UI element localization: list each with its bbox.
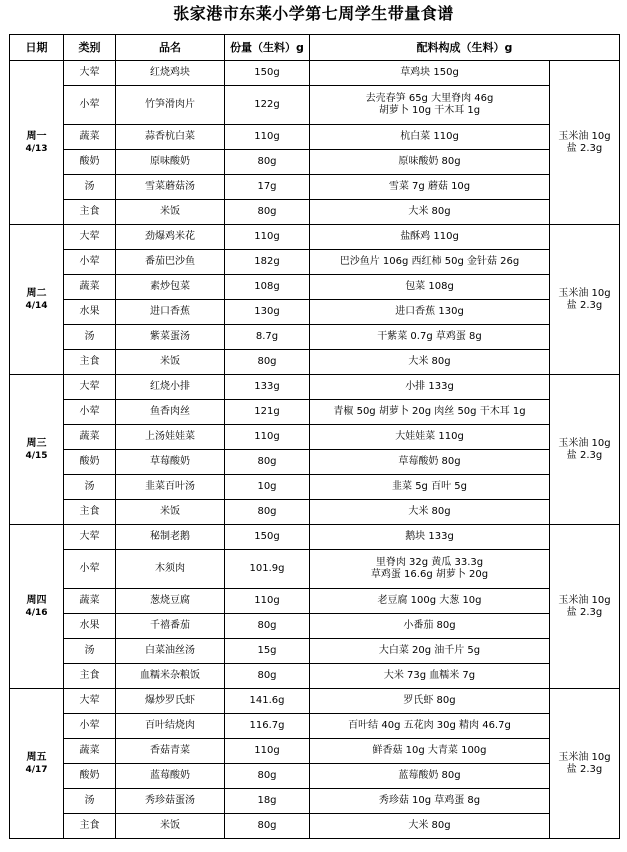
category-cell: 酸奶 xyxy=(64,150,116,175)
dish-name-cell: 鱼香肉丝 xyxy=(116,400,225,425)
table-row xyxy=(10,739,620,764)
category-cell: 小荤 xyxy=(64,550,116,589)
portion-cell: 130g xyxy=(225,300,310,325)
ingredient-line: 秀珍菇 10g 草鸡蛋 8g xyxy=(378,795,481,806)
dish-name-cell: 原味酸奶 xyxy=(116,150,225,175)
day-cell xyxy=(10,689,64,839)
ingredient-line: 草鸡块 150g xyxy=(400,67,459,78)
ingredients-cell xyxy=(310,689,550,714)
portion-cell: 80g xyxy=(225,150,310,175)
ingredient-line: 百叶结 40g 五花肉 30g 精肉 46.7g xyxy=(348,720,511,731)
ingredient-line: 罗氏虾 80g xyxy=(403,695,456,706)
dish-name-cell: 米饭 xyxy=(116,200,225,225)
day-cell xyxy=(10,525,64,689)
ingredients-cell xyxy=(310,664,550,689)
portion-cell: 108g xyxy=(225,275,310,300)
ingredients-cell xyxy=(310,450,550,475)
dish-name-cell: 素炒包菜 xyxy=(116,275,225,300)
table-row xyxy=(10,225,620,250)
ingredients-cell xyxy=(310,789,550,814)
dish-name-cell: 番茄巴沙鱼 xyxy=(116,250,225,275)
portion-cell: 18g xyxy=(225,789,310,814)
category-cell: 大荤 xyxy=(64,689,116,714)
seasoning-line: 玉米油 10g xyxy=(558,130,611,142)
category-cell: 小荤 xyxy=(64,714,116,739)
table-row xyxy=(10,350,620,375)
category-cell: 大荤 xyxy=(64,225,116,250)
ingredients-cell xyxy=(310,525,550,550)
seasoning-line: 玉米油 10g xyxy=(558,751,611,763)
portion-cell: 110g xyxy=(225,425,310,450)
dish-name-cell: 红烧小排 xyxy=(116,375,225,400)
day-date: 4/16 xyxy=(25,607,48,618)
dish-name-cell: 秘制老鹅 xyxy=(116,525,225,550)
portion-cell: 80g xyxy=(225,350,310,375)
category-cell: 酸奶 xyxy=(64,450,116,475)
table-row xyxy=(10,125,620,150)
ingredients-cell xyxy=(310,739,550,764)
dish-name-cell: 葱烧豆腐 xyxy=(116,589,225,614)
table-row xyxy=(10,500,620,525)
dish-name-cell: 紫菜蛋汤 xyxy=(116,325,225,350)
ingredient-line: 巴沙鱼片 106g 西红柿 50g 金针菇 26g xyxy=(339,256,520,267)
ingredients-cell xyxy=(310,589,550,614)
day-date: 4/15 xyxy=(25,450,48,461)
ingredients-cell xyxy=(310,250,550,275)
portion-cell: 150g xyxy=(225,61,310,86)
day-cell xyxy=(10,225,64,375)
category-cell: 汤 xyxy=(64,639,116,664)
ingredient-line: 小番茄 80g xyxy=(403,620,456,631)
table-row xyxy=(10,200,620,225)
day-name: 周四 xyxy=(26,594,47,606)
ingredients-cell xyxy=(310,550,550,589)
seasoning-cell xyxy=(550,525,620,689)
day-name: 周五 xyxy=(26,751,47,763)
ingredient-line: 胡萝卜 10g 干木耳 1g xyxy=(378,105,481,116)
category-cell: 蔬菜 xyxy=(64,425,116,450)
dish-name-cell: 爆炒罗氏虾 xyxy=(116,689,225,714)
ingredients-cell xyxy=(310,325,550,350)
ingredient-line: 雪菜 7g 蘑菇 10g xyxy=(388,181,471,192)
day-cell xyxy=(10,375,64,525)
ingredients-cell xyxy=(310,225,550,250)
ingredient-line: 盐酥鸡 110g xyxy=(400,231,459,242)
dish-name-cell: 雪菜蘑菇汤 xyxy=(116,175,225,200)
portion-cell: 141.6g xyxy=(225,689,310,714)
table-row xyxy=(10,450,620,475)
table-row xyxy=(10,275,620,300)
ingredient-line: 老豆腐 100g 大葱 10g xyxy=(377,595,482,606)
ingredients-cell xyxy=(310,86,550,125)
portion-cell: 182g xyxy=(225,250,310,275)
header-date: 日期 xyxy=(10,35,64,61)
table-row xyxy=(10,300,620,325)
table-row xyxy=(10,664,620,689)
category-cell: 水果 xyxy=(64,614,116,639)
category-cell: 主食 xyxy=(64,500,116,525)
table-row xyxy=(10,425,620,450)
table-row xyxy=(10,550,620,589)
portion-cell: 110g xyxy=(225,125,310,150)
table-row xyxy=(10,175,620,200)
seasoning-line: 玉米油 10g xyxy=(558,594,611,606)
table-row xyxy=(10,375,620,400)
dish-name-cell: 血糯米杂粮饭 xyxy=(116,664,225,689)
ingredients-cell xyxy=(310,175,550,200)
ingredient-line: 草莓酸奶 80g xyxy=(398,456,461,467)
table-row xyxy=(10,639,620,664)
seasoning-cell xyxy=(550,375,620,525)
ingredients-cell xyxy=(310,375,550,400)
table-row xyxy=(10,589,620,614)
ingredients-cell xyxy=(310,125,550,150)
ingredient-line: 大米 80g xyxy=(408,356,451,367)
ingredient-line: 青椒 50g 胡萝卜 20g 肉丝 50g 干木耳 1g xyxy=(333,406,526,417)
portion-cell: 80g xyxy=(225,664,310,689)
ingredients-cell xyxy=(310,300,550,325)
header-category: 类别 xyxy=(64,35,116,61)
day-date: 4/13 xyxy=(25,143,48,154)
dish-name-cell: 蒜香杭白菜 xyxy=(116,125,225,150)
day-cell xyxy=(10,61,64,225)
table-row xyxy=(10,400,620,425)
category-cell: 汤 xyxy=(64,475,116,500)
dish-name-cell: 米饭 xyxy=(116,814,225,839)
dish-name-cell: 米饭 xyxy=(116,500,225,525)
ingredients-cell xyxy=(310,425,550,450)
category-cell: 蔬菜 xyxy=(64,589,116,614)
portion-cell: 80g xyxy=(225,614,310,639)
category-cell: 大荤 xyxy=(64,61,116,86)
table-row xyxy=(10,525,620,550)
menu-body xyxy=(10,61,620,839)
dish-name-cell: 上汤娃娃菜 xyxy=(116,425,225,450)
portion-cell: 116.7g xyxy=(225,714,310,739)
category-cell: 水果 xyxy=(64,300,116,325)
portion-cell: 150g xyxy=(225,525,310,550)
table-row xyxy=(10,250,620,275)
dish-name-cell: 百叶结烧肉 xyxy=(116,714,225,739)
ingredient-line: 包菜 108g xyxy=(405,281,454,292)
portion-cell: 80g xyxy=(225,450,310,475)
table-row xyxy=(10,764,620,789)
seasoning-line: 盐 2.3g xyxy=(566,606,603,618)
dish-name-cell: 白菜油丝汤 xyxy=(116,639,225,664)
portion-cell: 80g xyxy=(225,764,310,789)
dish-name-cell: 红烧鸡块 xyxy=(116,61,225,86)
category-cell: 主食 xyxy=(64,350,116,375)
dish-name-cell: 韭菜百叶汤 xyxy=(116,475,225,500)
ingredients-cell xyxy=(310,764,550,789)
ingredient-line: 原味酸奶 80g xyxy=(398,156,461,167)
ingredient-line: 大白菜 20g 油千片 5g xyxy=(378,645,481,656)
ingredient-line: 韭菜 5g 百叶 5g xyxy=(392,481,467,492)
portion-cell: 80g xyxy=(225,200,310,225)
seasoning-line: 玉米油 10g xyxy=(558,287,611,299)
category-cell: 小荤 xyxy=(64,86,116,125)
ingredient-line: 小排 133g xyxy=(405,381,454,392)
ingredient-line: 去壳春笋 65g 大里脊肉 46g xyxy=(365,93,494,104)
ingredient-line: 大米 80g xyxy=(408,206,451,217)
dish-name-cell: 蓝莓酸奶 xyxy=(116,764,225,789)
ingredient-line: 大米 73g 血糯米 7g xyxy=(383,670,476,681)
ingredient-line: 杭白菜 110g xyxy=(400,131,459,142)
portion-cell: 15g xyxy=(225,639,310,664)
category-cell: 主食 xyxy=(64,664,116,689)
day-date: 4/14 xyxy=(25,300,48,311)
seasoning-cell xyxy=(550,225,620,375)
table-row xyxy=(10,689,620,714)
portion-cell: 122g xyxy=(225,86,310,125)
header-ingredients: 配料构成（生料）g xyxy=(310,35,620,61)
seasoning-line: 玉米油 10g xyxy=(558,437,611,449)
day-name: 周一 xyxy=(26,130,47,142)
seasoning-cell xyxy=(550,61,620,225)
category-cell: 汤 xyxy=(64,789,116,814)
category-cell: 小荤 xyxy=(64,250,116,275)
dish-name-cell: 劲爆鸡米花 xyxy=(116,225,225,250)
category-cell: 大荤 xyxy=(64,375,116,400)
header-name: 品名 xyxy=(116,35,225,61)
ingredients-cell xyxy=(310,475,550,500)
portion-cell: 133g xyxy=(225,375,310,400)
portion-cell: 10g xyxy=(225,475,310,500)
ingredients-cell xyxy=(310,200,550,225)
ingredients-cell xyxy=(310,814,550,839)
ingredient-line: 里脊肉 32g 黄瓜 33.3g xyxy=(375,557,484,568)
ingredients-cell xyxy=(310,350,550,375)
ingredient-line: 大米 80g xyxy=(408,820,451,831)
day-name: 周二 xyxy=(26,287,47,299)
page-title: 张家港市东莱小学第七周学生带量食谱 xyxy=(173,4,454,23)
table-row xyxy=(10,61,620,86)
ingredient-line: 大米 80g xyxy=(408,506,451,517)
category-cell: 蔬菜 xyxy=(64,125,116,150)
seasoning-line: 盐 2.3g xyxy=(566,299,603,311)
seasoning-line: 盐 2.3g xyxy=(566,449,603,461)
ingredient-line: 鹅块 133g xyxy=(405,531,454,542)
table-row xyxy=(10,150,620,175)
category-cell: 酸奶 xyxy=(64,764,116,789)
category-cell: 主食 xyxy=(64,814,116,839)
category-cell: 汤 xyxy=(64,325,116,350)
category-cell: 主食 xyxy=(64,200,116,225)
portion-cell: 80g xyxy=(225,814,310,839)
ingredients-cell xyxy=(310,639,550,664)
portion-cell: 101.9g xyxy=(225,550,310,589)
dish-name-cell: 进口香蕉 xyxy=(116,300,225,325)
menu-table xyxy=(9,34,620,839)
ingredient-line: 鲜香菇 10g 大青菜 100g xyxy=(372,745,487,756)
dish-name-cell: 秀珍菇蛋汤 xyxy=(116,789,225,814)
table-row xyxy=(10,714,620,739)
dish-name-cell: 草莓酸奶 xyxy=(116,450,225,475)
table-row xyxy=(10,475,620,500)
dish-name-cell: 香菇青菜 xyxy=(116,739,225,764)
day-name: 周三 xyxy=(26,437,47,449)
ingredient-line: 蓝莓酸奶 80g xyxy=(398,770,461,781)
category-cell: 大荤 xyxy=(64,525,116,550)
dish-name-cell: 米饭 xyxy=(116,350,225,375)
ingredients-cell xyxy=(310,500,550,525)
header-portion: 份量（生料）g xyxy=(225,35,310,61)
ingredients-cell xyxy=(310,400,550,425)
dish-name-cell: 千禧番茄 xyxy=(116,614,225,639)
seasoning-line: 盐 2.3g xyxy=(566,763,603,775)
category-cell: 小荤 xyxy=(64,400,116,425)
seasoning-line: 盐 2.3g xyxy=(566,142,603,154)
ingredients-cell xyxy=(310,150,550,175)
table-row xyxy=(10,614,620,639)
ingredients-cell xyxy=(310,61,550,86)
portion-cell: 80g xyxy=(225,500,310,525)
portion-cell: 110g xyxy=(225,225,310,250)
category-cell: 蔬菜 xyxy=(64,275,116,300)
table-row xyxy=(10,814,620,839)
table-header-row xyxy=(10,35,620,61)
ingredients-cell xyxy=(310,275,550,300)
category-cell: 汤 xyxy=(64,175,116,200)
dish-name-cell: 木须肉 xyxy=(116,550,225,589)
portion-cell: 8.7g xyxy=(225,325,310,350)
ingredient-line: 进口香蕉 130g xyxy=(395,306,464,317)
portion-cell: 110g xyxy=(225,739,310,764)
seasoning-cell xyxy=(550,689,620,839)
ingredient-line: 草鸡蛋 16.6g 胡萝卜 20g xyxy=(370,569,489,580)
table-row xyxy=(10,789,620,814)
ingredients-cell xyxy=(310,614,550,639)
table-row xyxy=(10,86,620,125)
ingredient-line: 大娃娃菜 110g xyxy=(395,431,464,442)
day-date: 4/17 xyxy=(25,764,48,775)
ingredients-cell xyxy=(310,714,550,739)
portion-cell: 17g xyxy=(225,175,310,200)
portion-cell: 110g xyxy=(225,589,310,614)
dish-name-cell: 竹笋滑肉片 xyxy=(116,86,225,125)
table-row xyxy=(10,325,620,350)
ingredient-line: 干紫菜 0.7g 草鸡蛋 8g xyxy=(377,331,482,342)
portion-cell: 121g xyxy=(225,400,310,425)
category-cell: 蔬菜 xyxy=(64,739,116,764)
